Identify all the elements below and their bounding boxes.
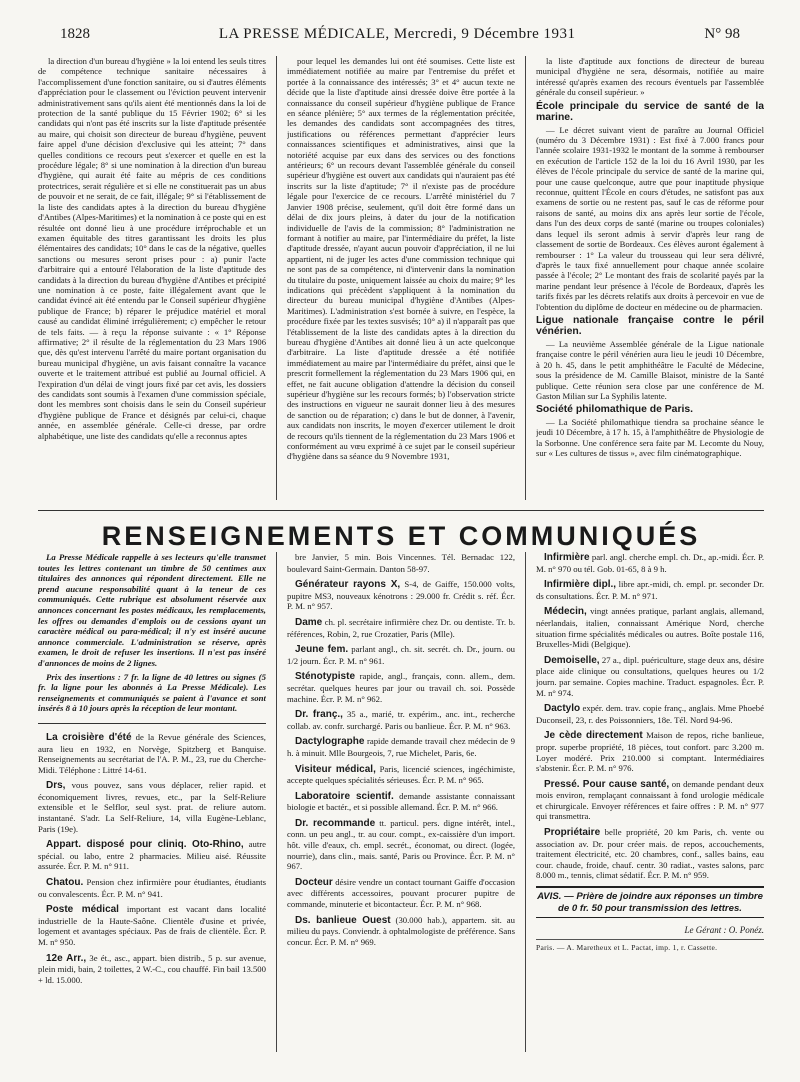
classified-text: Maison de repos, riche banlieue, propr. superbe propriété, 18 pièces, tout confort. parc 3.200 m. Loyer modéré. Prix 210.000 si comptant. Intermédiaires s'abstenir. Écr. P. M. n° 976. bbox=[536, 730, 764, 774]
issue-number: N° 98 bbox=[704, 26, 740, 42]
classified-text: Pension chez infirmière pour étudiantes, étudiants ou convalescents. Écr. P. M. n° 941. bbox=[38, 877, 266, 899]
page-number: 1828 bbox=[60, 26, 90, 42]
classified-ad bbox=[38, 904, 266, 947]
classified-heading: Docteur bbox=[295, 876, 333, 888]
section-body: — La Société philomathique tiendra sa prochaine séance le jeudi 10 Décembre, à 17 h. 15, à l'amphithéâtre de Physiologie de la Sorbonne. Une conférence sera faite par M. Lecomte du Nouy, sur « Les cultures de tissus », avec film cinématographique. bbox=[536, 416, 764, 459]
classified-ad bbox=[287, 579, 515, 612]
classified-heading: Infirmière dipl., bbox=[544, 579, 617, 591]
classified-heading: Sténotypiste bbox=[295, 671, 356, 683]
classified-heading: La croisière d'été bbox=[46, 731, 132, 743]
classified-ad bbox=[38, 953, 266, 986]
classifieds-column-1 bbox=[38, 552, 266, 1052]
classified-ad bbox=[536, 579, 764, 601]
classified-ad bbox=[38, 839, 266, 872]
classified-ad bbox=[287, 709, 515, 731]
classified-text: de la Revue générale des Sciences, aura lieu en 1932, en Norvège, Spitzberg et Banquise. Renseignements au secrétariat de l'A. P. M., 23, rue du Cherche-Midi. Téléphone : Littré 14-61. bbox=[38, 731, 266, 775]
classified-text: ch. pl. secrétaire infirmière chez Dr. ou dentiste. Tr. b. références, Robin, 2, rue Crozatier, Paris (Mlle). bbox=[287, 616, 515, 639]
section-title: RENSEIGNEMENTS ET COMMUNIQUÉS bbox=[38, 510, 764, 552]
printer-line: Paris. — A. Maretheux et L. Pactat, imp. 1, r. Cassette. bbox=[536, 942, 718, 952]
classified-ad bbox=[287, 736, 515, 758]
classified-ad bbox=[536, 606, 764, 649]
classified-ad bbox=[287, 877, 515, 910]
classified-text: on demande pendant deux mois environ, remplaçant connaissant à fond urologie médicale et chirurgicale. Envoyer références et faire offres : P. M. n° 977 qui transmettra. bbox=[536, 778, 764, 822]
classified-ad bbox=[536, 703, 764, 725]
section-heading: École principale du service de santé de la marine. bbox=[536, 100, 764, 124]
classified-heading: Dactylo bbox=[544, 703, 581, 715]
classified-ad bbox=[287, 791, 515, 813]
classified-text: vingt années pratique, parlant anglais, allemand, néerlandais, italien, connaissant Amérique Nord, cherche situation firme spécialités médicales ou autres. Boîte postale 116, Bruxelles-Midi (Belgique). bbox=[536, 606, 764, 650]
section-heading: Société philomathique de Paris. bbox=[536, 404, 694, 416]
classified-text: libre apr.-midi, ch. empl. pr. seconder Dr. ds consultations. Écr. P. M. n° 971. bbox=[536, 579, 764, 601]
classified-text: 27 a., dipl. puériculture, stage deux ans, désire place aide clinique ou consultations, quelques heures ou 1/2 journ. par semaine. Copies machine. Traduct. espagnoles. Écr. P. M. n° 974. bbox=[536, 654, 764, 698]
manager-line: Le Gérant : O. Ponéz. bbox=[536, 925, 764, 940]
classifieds-list bbox=[536, 552, 764, 881]
intro-paragraph: La Presse Médicale rappelle à ses lecteurs qu'elle transmet toutes les lettres contenant un timbre de 50 centimes aux titulaires des annonces qui répondent directement. Elle ne prend aucune responsabilité quant à la teneur de ces communiqués. Cette rubrique est absolument réservée aux annonces concernant les postes médicaux, les remplacements, les offres ou demandes d'emplois ou de cessions ayant un caractère médical ou para-médical; il n'y est inséré aucune annonce commerciale. L'administration se réserve, après examen, le droit de refuser les insertions. Il n'est pas inséré d'annonces de moins de 2 lignes. bbox=[38, 552, 266, 668]
classified-text: rapide, angl., français, conn. allem., dem. secrétar. quelques heures par jour ou travail ch. soi. Possède machine. Écr. P. M. n° 962. bbox=[287, 671, 515, 704]
article-text: la direction d'un bureau d'hygiène » la loi entend les seuls titres de compétence technique sanitaire nécessaires à l'accomplissement d'une fonction sanitaire, ou si d'autres éléments d'appréciation pour le classement ou l'éviction peuvent intervenir administrativement sans qu'ils aient été mentionnés dans la loi de protection de la santé publique du 15 Février 1902; 6° si les candidats qui n'ont pas été inscrits sur la liste d'aptitude présentée au maire, qui choisit son directeur de bureau d'hygiène, peuvent faire appel d'une décision d'exclusive qui les atteint; 7° dans quelles conditions ce recours peut s'exercer et quelle en est la procédure légale; 8° si une nomination à la direction d'un bureau d'hygiène, qui aurait été faite au mépris de ces conditions protectrices, serait régulière et si elle ne constituerait pas un abus de pouvoir et ne serait, de ce fait, illégale; 9° si l'établissement de la liste des candidats aptes à la direction du bureau d'hygiène d'Antibes (Alpes-Maritimes) et la nomination à ce poste qui en est résultée ont donné lieu à une procédure irréprochable et un examen équitable des titres garantissant les droits les plus élémentaires des candidats; 10° dans le cas de la négative, quelles sanctions ou mesures seront prises pour : a) punir l'acte d'arbitraire qui a entouré l'élaboration de la liste d'aptitude des candidats à la direction du bureau d'hygiène d'Antibes et précipité une nomination à ce poste, faite illégalement avant que le candidat évincé ait été entendu par le Conseil supérieur d'hygiène publique de France; b) réparer le préjudice matériel et moral causé au candidat éliminé irrégulièrement; c) empêcher le retour de tels faits. — à reçu la réponse suivante : « 1° Réponse affirmative; 2° il résulte de la réglementation du 23 Mars 1906 que, dès qu'est intervenu l'arrêté du maire portant organisation du bureau municipal d'hygiène, un avis faisant connaître la vacance ouverte et le traitement attribué est publié au Journal officiel. A l'expiration d'un délai de vingt jours fixé par cet avis, les dossiers des candidats sont soumis à l'examen d'une commission spéciale, dont les membres sont choisis dans le sein du Conseil supérieur d'hygiène publique de France et désignés par celui-ci, chaque année, en assemblée générale. Celle-ci dresse, par ordre alphabétique, une liste des candidats qu'elle a reconnus aptes bbox=[38, 56, 266, 441]
classified-ad bbox=[536, 655, 764, 698]
classified-text: belle propriété, 20 km Paris, ch. vente ou association av. Dr. pour créer mais. de repos, accouchements, traitement électricité, etc. 20 chambres, conf., salles bains, eau cour. chaude, froide, chauf. centr. 30 radiat., vastes salons, parc 8.000 m., tennis, climat sédatif. Écr. P. M. n° 959. bbox=[536, 827, 764, 881]
classified-heading: Dr. recommande bbox=[295, 817, 376, 829]
column-divider bbox=[276, 552, 277, 1052]
classified-ad bbox=[38, 877, 266, 899]
classified-ad bbox=[38, 780, 266, 834]
classified-heading: Infirmière bbox=[544, 552, 590, 563]
classified-text: rapide demande travail chez médecin de 9 h. à minuit. Mlle Bourgeois, 7, rue Michelet, Paris, 6e. bbox=[287, 736, 515, 758]
classified-ad bbox=[287, 764, 515, 786]
classified-ad bbox=[536, 552, 764, 574]
classified-heading: Poste médical bbox=[46, 904, 119, 916]
article-text: la liste d'aptitude aux fonctions de directeur de bureau municipal d'hygiène ne sera, désormais, notifiée au maire intéressé qu'après examen des recours éventuels par l'assemblée générale du conseil supérieur. » bbox=[536, 56, 764, 98]
classified-text: S-4, de Gaiffe, 150.000 volts, pupitre MS3, nouveaux kénotrons : 29.000 fr. Crédit s. réf. Écr. P. M. n° 957. bbox=[287, 579, 515, 612]
classified-heading: Appart. disposé pour cliniq. Oto-Rhino, bbox=[46, 839, 244, 851]
classified-text: (30.000 hab.), appartem. sit. au milieu du pays. Conviendr. à ophtalmologiste de préférence. Sans concur. Écr. P. M. n° 969. bbox=[287, 914, 515, 947]
column-divider bbox=[525, 552, 526, 1052]
column-divider bbox=[276, 56, 277, 500]
classified-text: important est vacant dans localité industrielle de la Haute-Saône. Clientèle d'usine et privée, logement et avantages spéciaux. Pas de frais de clientèle. Écr. P. M. n° 950. bbox=[38, 904, 266, 947]
classified-text: vous pouvez, sans vous déplacer, relier rapid. et économiquement livres, revues, etc., par la Self-Reliure extensible et le Selflor, seul syst. prat. de reliure autom. instantané. S'adr. La Self-Reliure, 14, villa Eugène-Leblanc, Paris (19e). bbox=[38, 780, 266, 834]
classified-ad bbox=[38, 732, 266, 775]
classifieds-column-3 bbox=[536, 552, 764, 1052]
classified-ad bbox=[536, 730, 764, 773]
classified-heading: Générateur rayons X, bbox=[295, 579, 401, 591]
article-column-3 bbox=[536, 56, 764, 500]
classified-text: expér. dem. trav. copie franç., anglais. Mme Phoebé Duconseil, 23, r. des Poissonniers, 18e. Tél. Nord 94-96. bbox=[536, 703, 764, 725]
classified-heading: Visiteur médical, bbox=[295, 763, 376, 775]
classified-text: Paris, licencié sciences, ingéchimiste, accepte quelques spécialités sérieuses. Écr. P. M. n° 965. bbox=[287, 763, 515, 786]
classified-ad bbox=[287, 818, 515, 872]
classified-ad bbox=[287, 915, 515, 948]
section-heading: Ligue nationale française contre le péril vénérien. bbox=[536, 314, 764, 338]
article-column-1 bbox=[38, 56, 266, 500]
classified-heading: 12e Arr., bbox=[46, 952, 87, 964]
classified-heading: Drs, bbox=[46, 780, 66, 792]
classifieds-column-2 bbox=[287, 552, 515, 1052]
classified-heading: Je cède directement bbox=[544, 730, 643, 742]
classified-text: désire vendre un contact tournant Gaiffe d'occasion avec différents accessoires, pouvant procurer pupitre de commande, minuterie et bicontacteur. Écr. P. M. n° 968. bbox=[287, 876, 515, 910]
classified-heading: Chatou. bbox=[46, 877, 84, 889]
classified-heading: Jeune fem. bbox=[295, 644, 349, 656]
classified-ad bbox=[287, 552, 515, 574]
classified-ad bbox=[287, 644, 515, 666]
classified-heading: Laboratoire scientif. bbox=[295, 790, 394, 802]
column-divider bbox=[525, 56, 526, 500]
classified-heading: Demoiselle, bbox=[544, 654, 600, 666]
classifieds-intro bbox=[38, 552, 266, 724]
classified-text: 3e ét., asc., appart. bien distrib., 5 p. sur avenue, plein midi, bain, 2 toilettes, 2 W.-C., cou chauffé. Fin bail 13.500 + ld. 15.000. bbox=[38, 952, 266, 985]
classified-heading: Propriétaire bbox=[544, 827, 601, 839]
journal-title: LA PRESSE MÉDICALE, Mercredi, 9 Décembre 1931 bbox=[218, 26, 576, 42]
classified-text: tt. particul. pers. digne intérêt, intel., conn. un peu angl., tr. au cour. compt., ex-caissière d'un import. hôt. ville d'eaux, ch. empl. secrét., économat, ou direct. (logée, nourrie), dans clin., mais. santé, Paris ou Province. Écr. P. M. n° 967. bbox=[287, 817, 515, 872]
classified-text: 35 a., marié, tr. expérim., anc. int., recherche collab. av. confr. surchargé. Paris ou banlieue. Écr. P. M. n° 963. bbox=[287, 709, 515, 731]
classified-heading: Ds. banlieue Ouest bbox=[295, 914, 391, 926]
classified-heading: Dr. franç., bbox=[295, 709, 343, 721]
section-body: — Le décret suivant vient de paraître au Journal Officiel (numéro du 3 Décembre 1931) : Est fixé à 7.000 francs pour l'année scolaire 1931-1932 le montant de la somme à rembourser en exécution de l'article 152 de la loi du 16 Avril 1930, par les élèves de l'école principale du service de santé de la marine qui, pour une cause quelconque, autre que pour inaptitude physique reconnue, quittent l'École en cours d'études, ne satisfont pas aux examens de sortie ou ne restent pas, sauf le cas de réforme pour raisons de santé, au moins dix ans après leur sortie de l'école, dans l'un des deux corps de santé (marine ou troupes coloniales) dans lequel ils seront admis à servir d'après leur rang de classement de sortie de Bordeaux. Ces élèves auront également à rembourser : 1° La valeur du trousseau qui leur sera délivré, d'après le taux fixé annuellement pour chaque année scolaire passée à l'école; 2° Le montant des frais de scolarité payés par la marine pendant leur présence à l'école de Bordeaux, d'après les tarifs fixés par les décrets relatifs aux droits à percevoir en vue de l'obtention du diplôme de docteur en médecine ou de pharmacien. bbox=[536, 124, 764, 312]
classified-ad bbox=[536, 827, 764, 881]
classified-text: autre spécial. ou labo, entre 2 pharmacies. Milieu aisé. Réussite assurée. Écr. P. M. n° 911. bbox=[38, 839, 266, 872]
classified-heading: Médecin, bbox=[544, 606, 587, 618]
classified-heading: Pressé. Pour cause santé, bbox=[544, 778, 670, 790]
classified-text: demande assistante connaissant biologie et bactér., et si possible allemand. Écr. P. M. n° 966. bbox=[287, 790, 515, 813]
top-article-columns bbox=[38, 56, 764, 500]
classified-text: parlant angl., ch. sit. secrét. ch. Dr., journ. ou 1/2 journ. Écr. P. M. n° 961. bbox=[287, 644, 515, 666]
section-body: — La neuvième Assemblée générale de la Ligue nationale française contre le péril vénérien aura lieu le jeudi 10 Décembre, à 20 h. 45, dans le petit amphithéâtre le Faculté de Médecine, sous la présidence de M. Camille Blaisot, ministre de la Santé publique. Cette réunion sera close par une conférence de M. Gaston Milian sur La Syphilis latente. bbox=[536, 338, 764, 401]
article-column-2 bbox=[287, 56, 515, 500]
page-header bbox=[60, 26, 740, 46]
classified-heading: Dame bbox=[295, 616, 323, 628]
classified-text: bre Janvier, 5 min. Bois Vincennes. Tél. Bernadac 122, boulevard Saint-Germain. Danton 58-97. bbox=[287, 552, 515, 574]
notice-box: AVIS. — Prière de joindre aux réponses un timbre de 0 fr. 50 pour transmission des lettres. bbox=[536, 886, 764, 918]
article-text: pour lequel les demandes lui ont été soumises. Cette liste est immédiatement notifiée au maire par l'entremise du préfet et portée à la connaissance des intéressés; 3° et 4° aucun texte ne décide que la liste d'aptitude ainsi dressée doive être portée à la connaissance du conseil supérieur d'hygiène publique de France en séance plénière; 5° aux termes de la réglementation précitée, les demandes des candidats sont accompagnées des titres, justifications ou références permettant d'apprécier leurs connaissances scientifiques et administratives, ainsi que la notoriété acquise par eux dans des services ou des fonctions antérieurs; 6° un recours devant l'assemblée générale du conseil supérieur d'hygiène est ouvert aux candidats qui n'auraient pas été inscrits sur la liste d'aptitude; 7° il n'existe pas de procédure légale pour l'exercice de ce recours. L'arrêté ministériel du 7 Janvier 1908 précise, seulement, qu'il doit être formé dans un délai de dix jours pleins, à dater du jour de la notification individuelle de l'avis de la commission; 8° l'administration ne formant à notifier au maire, par l'intermédiaire du préfet, la liste d'aptitude dressée, n'ayant aucun pouvoir d'appréciation, il ne lui appartient, ni de juger les actes d'une commission technique qui ne sont pas de sa compétence, ni d'intervenir dans la nomination du titulaire du poste, uniquement laissée au choix du maire; 9° les indications qui précèdent s'appliquent à la nomination du directeur du bureau municipal d'hygiène d'Antibes (Alpes-Maritimes). L'administration s'est bornée à suivre, en l'espèce, la procédure fixée par les textes susvisés; 10° a) il n'apparaît pas que l'établissement de la liste des candidats aptes à la direction du bureau d'hygiène d'Antibes ait donné lieu à un acte quelconque d'arbitraire. La liste d'aptitude dressée a été notifiée immédiatement au maire par l'intermédiaire du préfet, ainsi que le prescrit formellement la réglementation du 23 Mars 1906 qui, en effet, ne fait aucune obligation d'attendre la décision du conseil supérieur d'hygiène sur les recours formés; b) l'observation stricte des instructions en vigueur ne saurait donner lieu à des mesures de sanction ou de réparation; c) dans le but de donner, à l'avenir, aux candidats non inscrits, le moyen d'exercer utilement le droit de recours qu'ils tiennent de la réglementation du 23 Mars 1906 et conformément au vœu exprimé à ce sujet par le conseil supérieur d'hygiène dans sa séance du 9 Novembre 1931, bbox=[287, 56, 515, 462]
classifieds-columns bbox=[38, 552, 764, 1052]
classified-text: parl. angl. cherche empl. ch. Dr., ap.-midi. Écr. P. M. n° 970 ou tél. Gob. 01-65, 8 à 9 h. bbox=[536, 552, 764, 574]
classified-ad bbox=[536, 779, 764, 822]
classified-ad bbox=[287, 617, 515, 639]
classified-ad bbox=[287, 671, 515, 704]
classified-heading: Dactylographe bbox=[295, 736, 365, 748]
intro-paragraph: Prix des insertions : 7 fr. la ligne de 40 lettres ou signes (5 fr. la ligne pour les abonnés à La Presse Médicale). Les renseignements et communiqués se paient à l'avance et sont insérés 8 à 10 jours après la réception de leur montant. bbox=[38, 671, 266, 714]
